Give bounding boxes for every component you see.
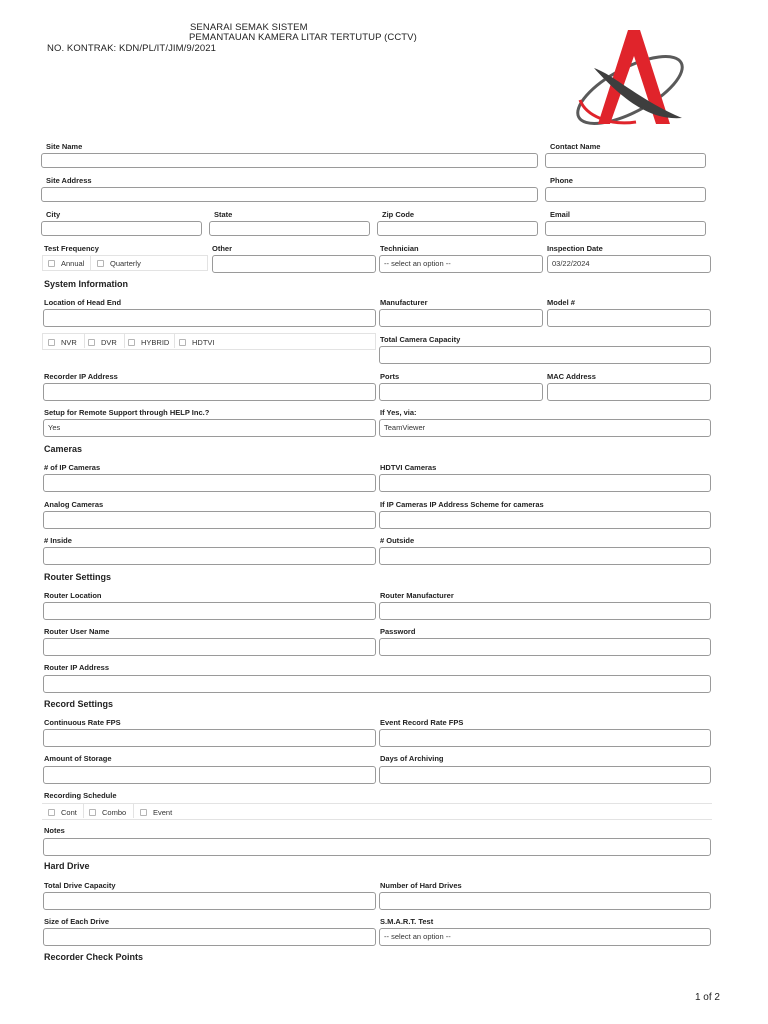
header-line1: SENARAI SEMAK SISTEM [190, 22, 308, 33]
site-address-label: Site Address [46, 176, 92, 185]
state-label: State [214, 210, 233, 219]
mac-input[interactable] [547, 383, 711, 401]
mac-label: MAC Address [547, 372, 596, 381]
inside-input[interactable] [43, 547, 376, 565]
dvr-label: DVR [101, 338, 117, 347]
archiving-label: Days of Archiving [380, 754, 444, 763]
inside-label: # Inside [44, 536, 72, 545]
hdtvi-label: HDTVI [192, 338, 215, 347]
cont-checkbox[interactable] [48, 808, 77, 817]
divider [124, 334, 125, 348]
recording-schedule-label: Recording Schedule [44, 791, 117, 800]
ports-label: Ports [380, 372, 400, 381]
checkbox-box[interactable] [88, 339, 95, 346]
site-name-input[interactable] [41, 153, 538, 168]
quarterly-label: Quarterly [110, 259, 141, 268]
checkbox-box[interactable] [48, 339, 55, 346]
archiving-input[interactable] [379, 766, 711, 784]
other-input[interactable] [212, 255, 376, 273]
recorder-check-points-heading: Recorder Check Points [44, 952, 144, 962]
site-address-input[interactable] [41, 187, 538, 202]
event-checkbox[interactable] [140, 808, 172, 817]
annual-label: Annual [61, 259, 85, 268]
nvr-checkbox[interactable] [48, 338, 77, 347]
storage-label: Amount of Storage [44, 754, 112, 763]
zip-label: Zip Code [382, 210, 415, 219]
email-label: Email [550, 210, 571, 219]
router-user-name-label: Router User Name [44, 627, 110, 636]
technician-label: Technician [380, 244, 419, 253]
outside-label: # Outside [380, 536, 415, 545]
hybrid-checkbox[interactable] [128, 338, 169, 347]
size-each-drive-input[interactable] [43, 928, 376, 946]
site-name-label: Site Name [46, 142, 83, 151]
city-input[interactable] [41, 221, 202, 236]
manufacturer-label: Manufacturer [380, 298, 428, 307]
checkbox-box[interactable] [48, 809, 55, 816]
smart-test-select[interactable]: -- select an option -- [379, 928, 711, 946]
manufacturer-input[interactable] [379, 309, 543, 327]
router-location-label: Router Location [44, 591, 102, 600]
page-number: 1 of 2 [694, 992, 720, 1003]
model-input[interactable] [547, 309, 711, 327]
event-label: Event [153, 808, 173, 817]
total-camera-capacity-input[interactable] [379, 346, 711, 364]
recorder-ip-input[interactable] [43, 383, 376, 401]
header-line2: PEMANTAUAN KAMERA LITAR TERTUTUP (CCTV) [189, 32, 417, 43]
checkbox-box[interactable] [179, 339, 186, 346]
password-input[interactable] [379, 638, 711, 656]
remote-support-label: Setup for Remote Support through HELP Inc.? [44, 408, 210, 417]
notes-input[interactable] [43, 838, 711, 856]
location-head-end-label: Location of Head End [44, 298, 122, 307]
hybrid-label: HYBRID [141, 338, 170, 347]
divider [83, 804, 84, 818]
checkbox-box[interactable] [48, 260, 55, 267]
event-fps-input[interactable] [379, 729, 711, 747]
nvr-label: NVR [61, 338, 77, 347]
router-manufacturer-label: Router Manufacturer [380, 591, 454, 600]
combo-label: Combo [102, 808, 127, 817]
system-information-heading: System Information [44, 279, 129, 289]
num-drives-input[interactable] [379, 892, 711, 910]
annual-checkbox[interactable] [48, 259, 84, 268]
ip-cameras-input[interactable] [43, 474, 376, 492]
num-drives-label: Number of Hard Drives [380, 881, 462, 890]
divider [174, 334, 175, 348]
continuous-fps-input[interactable] [43, 729, 376, 747]
router-ip-label: Router IP Address [44, 663, 110, 672]
router-user-name-input[interactable] [43, 638, 376, 656]
checkbox-box[interactable] [89, 809, 96, 816]
location-head-end-input[interactable] [43, 309, 376, 327]
technician-select[interactable]: -- select an option -- [379, 255, 543, 273]
email-input[interactable] [545, 221, 706, 236]
checkbox-box[interactable] [140, 809, 147, 816]
contact-name-input[interactable] [545, 153, 706, 168]
dvr-checkbox[interactable] [88, 338, 117, 347]
ip-scheme-label: If IP Cameras IP Address Scheme for cameras [380, 500, 544, 509]
remote-support-input[interactable]: Yes [43, 419, 376, 437]
phone-input[interactable] [545, 187, 706, 202]
password-label: Password [380, 627, 416, 636]
if-yes-label: If Yes, via: [380, 408, 417, 417]
city-label: City [46, 210, 61, 219]
router-ip-input[interactable] [43, 675, 711, 693]
size-each-drive-label: Size of Each Drive [44, 917, 110, 926]
model-label: Model # [547, 298, 575, 307]
cameras-heading: Cameras [44, 444, 83, 454]
other-label: Other [212, 244, 233, 253]
test-frequency-label: Test Frequency [44, 244, 99, 253]
event-fps-label: Event Record Rate FPS [380, 718, 464, 727]
quarterly-checkbox[interactable] [97, 259, 141, 268]
ip-cameras-label: # of IP Cameras [44, 463, 101, 472]
divider [133, 804, 134, 818]
divider [90, 256, 91, 270]
analog-cameras-label: Analog Cameras [44, 500, 104, 509]
contact-name-label: Contact Name [550, 142, 601, 151]
total-camera-capacity-label: Total Camera Capacity [380, 335, 461, 344]
continuous-fps-label: Continuous Rate FPS [44, 718, 121, 727]
router-location-input[interactable] [43, 602, 376, 620]
contract-number: NO. KONTRAK: KDN/PL/IT/JIM/9/2021 [47, 43, 217, 54]
notes-label: Notes [44, 826, 65, 835]
hdtvi-checkbox[interactable] [179, 338, 215, 347]
ports-input[interactable] [379, 383, 543, 401]
storage-input[interactable] [43, 766, 376, 784]
hdtvi-cameras-label: HDTVI Cameras [380, 463, 437, 472]
router-settings-heading: Router Settings [44, 572, 112, 582]
outside-input[interactable] [379, 547, 711, 565]
cont-label: Cont [61, 808, 77, 817]
total-drive-capacity-input[interactable] [43, 892, 376, 910]
inspection-date-label: Inspection Date [547, 244, 603, 253]
router-manufacturer-input[interactable] [379, 602, 711, 620]
inspection-date-input[interactable]: 03/22/2024 [547, 255, 711, 273]
if-yes-input[interactable]: TeamViewer [379, 419, 711, 437]
checkbox-box[interactable] [97, 260, 104, 267]
hard-drive-heading: Hard Drive [44, 861, 90, 871]
phone-label: Phone [550, 176, 573, 185]
company-logo [566, 28, 694, 136]
smart-test-label: S.M.A.R.T. Test [380, 917, 434, 926]
divider [84, 334, 85, 348]
hdtvi-cameras-input[interactable] [379, 474, 711, 492]
analog-cameras-input[interactable] [43, 511, 376, 529]
record-settings-heading: Record Settings [44, 699, 114, 709]
state-input[interactable] [209, 221, 370, 236]
combo-checkbox[interactable] [89, 808, 126, 817]
recorder-ip-label: Recorder IP Address [44, 372, 118, 381]
checkbox-box[interactable] [128, 339, 135, 346]
zip-input[interactable] [377, 221, 538, 236]
total-drive-capacity-label: Total Drive Capacity [44, 881, 116, 890]
ip-scheme-input[interactable] [379, 511, 711, 529]
